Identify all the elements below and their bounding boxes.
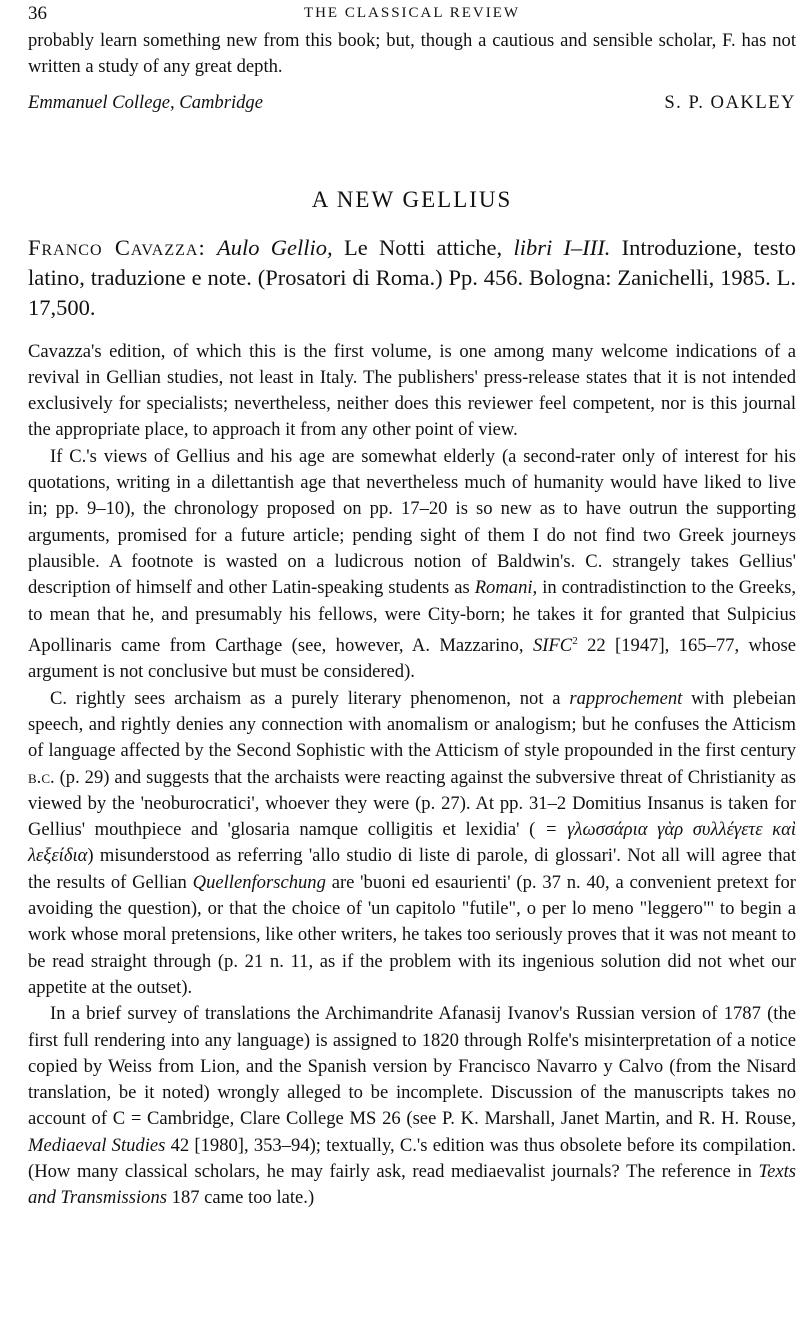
book-subtitle: Le Notti attiche,: [343, 234, 503, 260]
text-run: If C.'s views of Gellius and his age are somewhat elderly (a second-rater only of interest for his quotations, writing in a dilettantish age that nevertheless much of humanity would have liked to live in; pp. 9–10), the chronology proposed on pp. 17–20 is so new as to have outrun the supporting arguments, promised for a future article; pending sight of them I do not find two Greek journeys plausible. A footnote is wasted on a ludicrous notion of Baldwin's. C. strangely takes Gellius' description of himself and other Latin-speaking students as: [28, 445, 796, 599]
text-run: with plebeian speech, and rightly denies any connection with anomalism or analogism; but he confuses the Atticism of language affected by the Second Sophistic with the Atticism of style propounded in the first century: [28, 687, 796, 762]
text-run: 187 came too late.): [171, 1187, 315, 1209]
italic-term: Romani,: [474, 577, 538, 599]
text-run: 42 [1980], 353–94); textually, C.'s edition was thus obsolete before its compilation. (How many classical scholars, he may fairly ask, read mediaevalist journals? The reference in: [28, 1134, 796, 1182]
body-paragraph-1: Cavazza's edition, of which this is the first volume, is one among many welcome indications of a revival in Gellian studies, not least in Italy. The publishers' press-release states that it is not intended exclusively for specialists; nevertheless, neither does this reviewer feel competent, nor is this journal the appropriate place, to approach it from any other point of view.: [28, 340, 796, 441]
text-run: in contradistinction to the Greeks, to mean that he, and presumably his fellows, were City-born; he takes it for granted that Sulpicius Apollinaris came from Carthage (see, however, A. Mazzarino,: [28, 577, 796, 657]
journal-running-head: THE CLASSICAL REVIEW: [303, 5, 521, 21]
previous-review-tail: probably learn something new from this book; but, though a cautious and sensible scholar, F. has not written a study of any great depth.: [28, 30, 796, 78]
book-reference: Texts and Transmissions: [28, 1160, 796, 1209]
text-run: ) misunderstood as referring 'allo studio di liste di parole, di glossari'. Not all will agree that the results of Gellian: [28, 845, 796, 893]
review-title: A NEW GELLIUS: [311, 186, 513, 212]
book-volumes: libri I–III.: [513, 234, 611, 260]
text-run: C. rightly sees archaism as a purely literary phenomenon, not a: [50, 687, 561, 709]
journal-abbrev: SIFC: [532, 635, 573, 657]
journal-title: Mediaeval Studies: [28, 1134, 166, 1156]
previous-review-signature: [28, 92, 796, 114]
text-run: (p. 29) and suggests that the archaists were reacting against the subversive threat of Christianity as viewed by the 'neoburocratici', whoever they were (p. 27). At pp. 31–2 Domitius Insanus is taken for Gellius' mouthpiece and 'glosaria namque colligitis et lexidia' (: [28, 766, 796, 841]
body-paragraph-4: [28, 1001, 796, 1211]
body-paragraph-2: [28, 444, 796, 686]
italic-term: Quellenforschung: [192, 871, 326, 893]
superscript: 2: [572, 634, 578, 647]
book-author: Franco Cavazza:: [28, 234, 206, 260]
text-run: are 'buoni ed esaurienti' (p. 37 n. 40, a convenient pretext for avoiding the question), or that the choice of 'un capitolo "futile", o per lo meno "leggero"' to begin a work whose moral pretensions, like other writers, he takes too seriously proves that it was not meant to be read straight through (p. 21 n. 11, as if the problem with its ingenious solution did not whet our appetite at the outset).: [28, 871, 796, 998]
running-header: [28, 0, 796, 28]
reviewer-affiliation: Emmanuel College, Cambridge: [28, 91, 263, 113]
text-run: In a brief survey of translations the Archimandrite Afanasij Ivanov's Russian version of 1787 (the first full rendering into any language) is assigned to 1820 through Rolfe's misinterpretation of a notice copied by Weiss from Lion, and the Spanish version by Francisco Navarro y Calvo (from the Nisard translation, be it noted) wrongly alleged to be incomplete. Discussion of the manuscripts takes no account of C = Cambridge, Clare College MS 26 (see P. K. Marshall, Janet Martin, and R. H. Rouse,: [28, 1003, 796, 1130]
book-title: Aulo Gellio,: [217, 234, 333, 260]
reviewer-name: S. P. OAKLEY: [664, 91, 796, 113]
italic-term: rapprochement: [569, 687, 683, 709]
text-run: 22 [1947], 165–77, whose argument is not conclusive but must be considered).: [28, 635, 796, 683]
page-number: 36: [28, 3, 47, 24]
book-citation: [28, 233, 796, 323]
greek-quote: = γλωσσάρια γὰρ συλλέγετε καὶ λεξείδια: [28, 819, 797, 867]
book-details: Introduzione, testo latino, traduzione e note. (Prosatori di Roma.) Pp. 456. Bologna: Zanichelli, 1985. L. 17,500.: [28, 234, 797, 320]
page: [28, 0, 796, 1212]
era-abbrev: b.c.: [28, 766, 55, 788]
body-paragraph-3: [28, 686, 796, 1002]
